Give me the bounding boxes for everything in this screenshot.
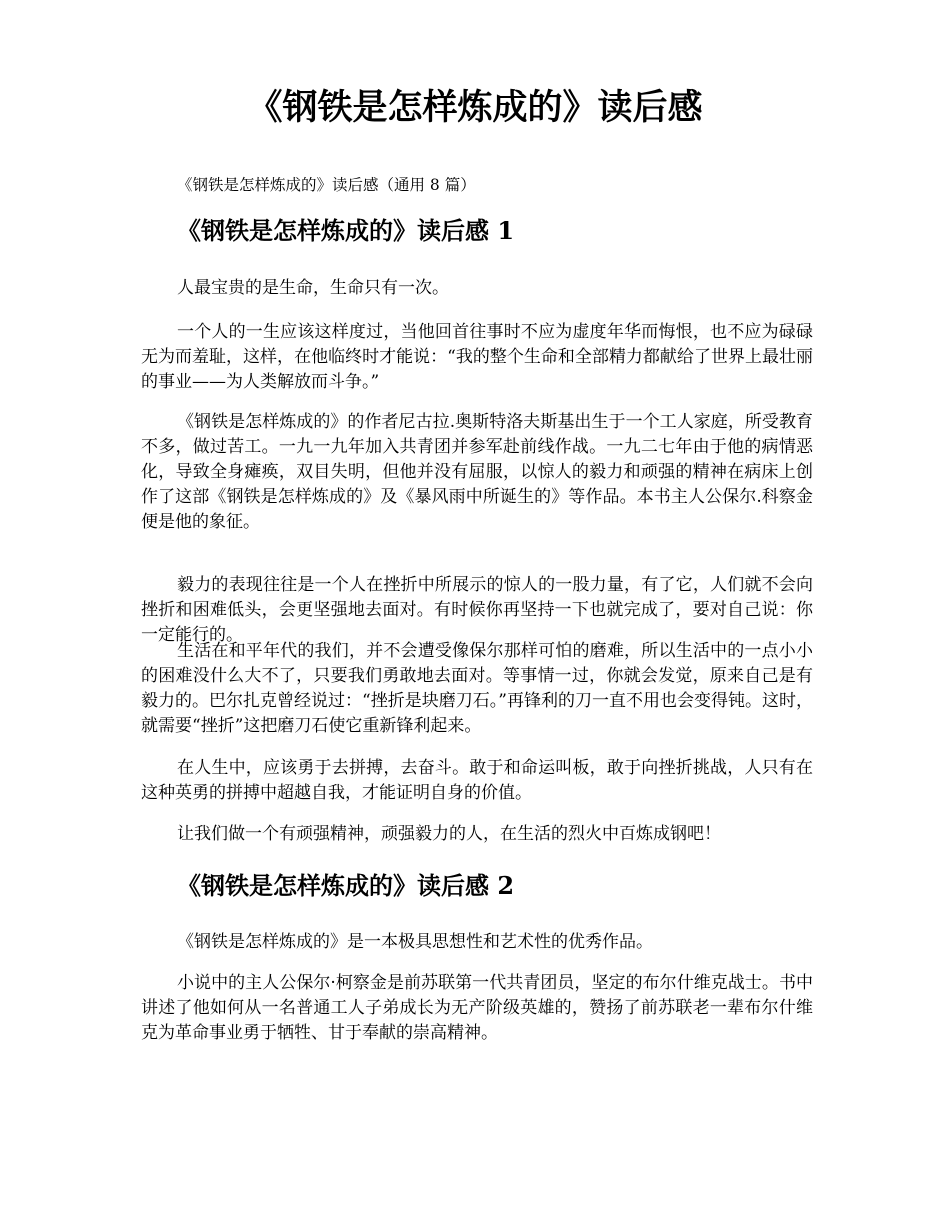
section-2-paragraph-2: 小说中的主人公保尔·柯察金是前苏联第一代共青团员，坚定的布尔什维克战士。书中讲述了他如何从一名普通工人子弟成长为无产阶级英雄的，赞扬了前苏联老一辈布尔什维克为革命事业勇于牺牲、甘于奉献的崇高精神。 [141, 973, 813, 1043]
section-1-paragraph-4: 毅力的表现往往是一个人在挫折中所展示的惊人的一股力量，有了它，人们就不会向挫折和困难低头，会更坚强地去面对。有时候你再坚持一下也就完成了，要对自己说：你一定能行的。 [141, 575, 813, 645]
section-1-paragraph-5: 生活在和平年代的我们，并不会遭受像保尔那样可怕的磨难，所以生活中的一点小小的困难没什么大不了，只要我们勇敢地去面对。等事情一过，你就会发觉，原来自己是有毅力的。巴尔扎克曾经说过：“挫折是块磨刀石。”再锋利的刀一直不用也会变得钝。这时，就需要“挫折”这把磨刀石使它重新锋利起来。 [141, 641, 813, 736]
section-1-paragraph-7: 让我们做一个有顽强精神，顽强毅力的人，在生活的烈火中百炼成钢吧！ [177, 824, 721, 844]
section-1-paragraph-6: 在人生中，应该勇于去拼搏，去奋斗。敢于和命运叫板，敢于向挫折挑战，人只有在这种英勇的拼搏中超越自我，才能证明自身的价值。 [141, 758, 813, 803]
section-1-paragraph-2: 一个人的一生应该这样度过，当他回首往事时不应为虚度年华而悔恨，也不应为碌碌无为而羞耻，这样，在他临终时才能说：“我的整个生命和全部精力都献给了世界上最壮丽的事业——为人类解放而斗争。” [141, 322, 813, 392]
section-1-paragraph-1: 人最宝贵的是生命，生命只有一次。 [177, 278, 449, 298]
section-2-paragraph-1: 《钢铁是怎样炼成的》是一本极具思想性和艺术性的优秀作品。 [177, 932, 653, 952]
section-heading-1: 《钢铁是怎样炼成的》读后感 1 [177, 216, 515, 245]
document-subtitle: 《钢铁是怎样炼成的》读后感（通用 8 篇） [177, 176, 476, 194]
document-title: 《钢铁是怎样炼成的》读后感 [247, 87, 703, 128]
section-heading-2: 《钢铁是怎样炼成的》读后感 2 [177, 871, 515, 900]
section-1-paragraph-3: 《钢铁是怎样炼成的》的作者尼古拉.奥斯特洛夫斯基出生于一个工人家庭，所受教育不多，做过苦工。一九一九年加入共青团并参军赴前线作战。一九二七年由于他的病情恶化，导致全身瘫痪，双目失明，但他并没有屈服，以惊人的毅力和顽强的精神在病床上创作了这部《钢铁是怎样炼成的》及《暴风雨中所诞生的》等作品。本书主人公保尔.科察金便是他的象征。 [141, 412, 813, 532]
